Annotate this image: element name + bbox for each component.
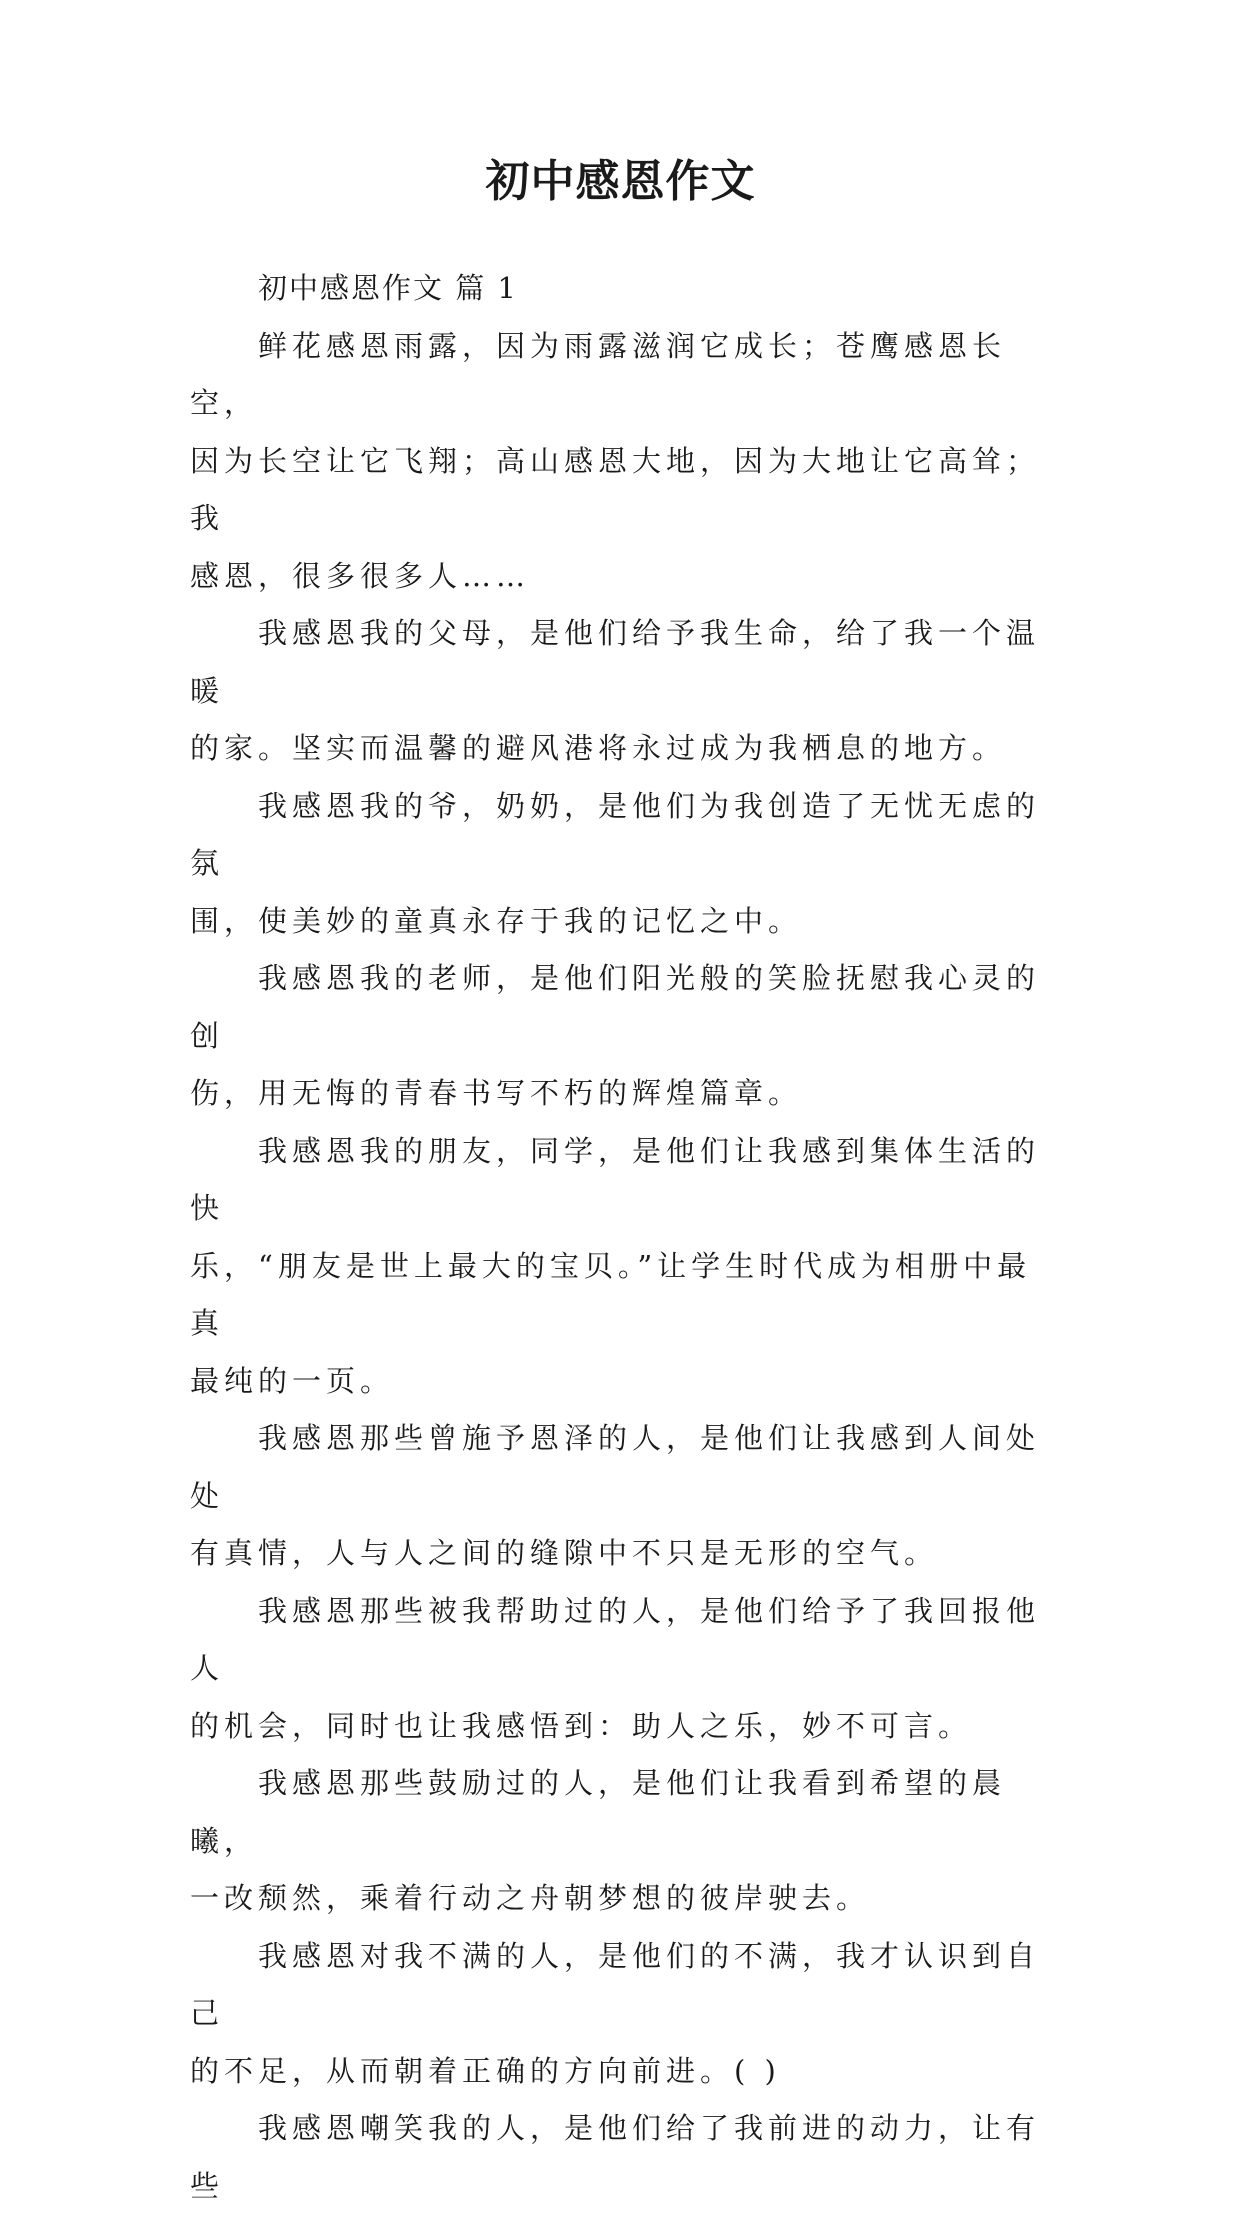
document-title: 初中感恩作文 [0,152,1241,212]
paragraph-line: 一改颓然，乘着行动之舟朝梦想的彼岸驶去。 [190,1870,1058,1928]
section-heading: 初中感恩作文 篇 1 [190,260,1058,318]
paragraph-line: 乐，“朋友是世上最大的宝贝。”让学生时代成为相册中最真 [190,1238,1058,1353]
paragraph-line: 我感恩我的父母，是他们给予我生命，给了我一个温暖 [190,605,1058,720]
paragraph [190,318,1058,606]
paragraph-line: 我感恩那些曾施予恩泽的人，是他们让我感到人间处处 [190,1410,1058,1525]
paragraph-line: 我感恩那些被我帮助过的人，是他们给予了我回报他人 [190,1583,1058,1698]
paragraph [190,1583,1058,1756]
paragraph-line: 感恩，很多很多人…… [190,548,1058,606]
paragraph-line: 最纯的一页。 [190,1353,1058,1411]
paragraph [190,1410,1058,1583]
paragraph-line: 我感恩那些鼓励过的人，是他们让我看到希望的晨曦， [190,1755,1058,1870]
paragraph-line: 的机会，同时也让我感悟到：助人之乐，妙不可言。 [190,1698,1058,1756]
document-body [190,260,1058,2215]
paragraph [190,950,1058,1123]
paragraph [190,605,1058,778]
paragraph [190,1928,1058,2101]
paragraph [190,2100,1058,2215]
paragraph-line: 有真情，人与人之间的缝隙中不只是无形的空气。 [190,1525,1058,1583]
paragraph-line: 因为长空让它飞翔；高山感恩大地，因为大地让它高耸；我 [190,433,1058,548]
paragraph-line: 伤，用无悔的青春书写不朽的辉煌篇章。 [190,1065,1058,1123]
paragraph-line: 的家。坚实而温馨的避风港将永过成为我栖息的地方。 [190,720,1058,778]
paragraph-line: 围，使美妙的童真永存于我的记忆之中。 [190,893,1058,951]
paragraph-line: 鲜花感恩雨露，因为雨露滋润它成长；苍鹰感恩长空， [190,318,1058,433]
paragraph-list [190,318,1058,2215]
paragraph-line: 的不足，从而朝着正确的方向前进。( ) [190,2043,1058,2101]
paragraph [190,1755,1058,1928]
paragraph-line: 我感恩我的朋友，同学，是他们让我感到集体生活的快 [190,1123,1058,1238]
paragraph [190,778,1058,951]
paragraph-line: 我感恩嘲笑我的人，是他们给了我前进的动力，让有些 [190,2100,1058,2215]
paragraph-line: 我感恩我的老师，是他们阳光般的笑脸抚慰我心灵的创 [190,950,1058,1065]
paragraph-line: 我感恩对我不满的人，是他们的不满，我才认识到自己 [190,1928,1058,2043]
paragraph [190,1123,1058,1411]
paragraph-line: 我感恩我的爷，奶奶，是他们为我创造了无忧无虑的氛 [190,778,1058,893]
